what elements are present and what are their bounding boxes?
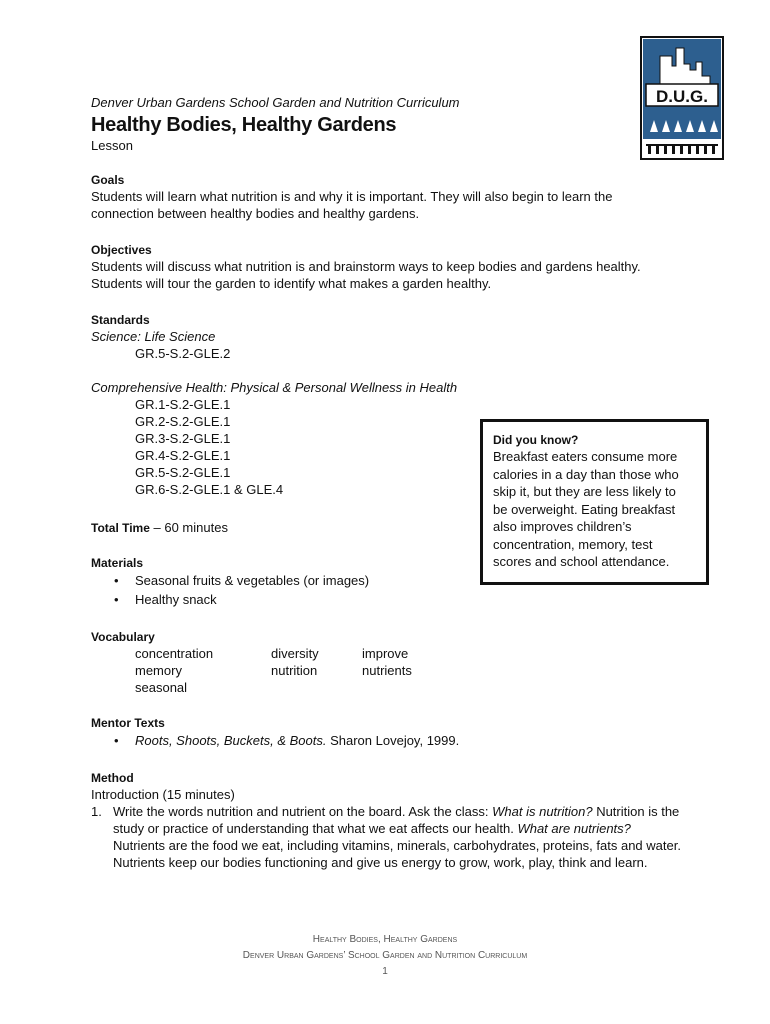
step-question: What is nutrition? bbox=[492, 804, 593, 819]
science-standard-label: Science: Life Science bbox=[91, 329, 216, 344]
vocab-word: improve bbox=[362, 646, 409, 661]
book-title: Roots, Shoots, Buckets, & Boots. bbox=[135, 733, 327, 748]
did-you-know-line: Breakfast eaters consume more bbox=[493, 449, 678, 464]
vocab-word bbox=[362, 679, 462, 696]
page-footer bbox=[0, 932, 770, 980]
health-standard-item: GR.1-S.2-GLE.1 bbox=[135, 397, 231, 412]
method-intro bbox=[91, 786, 683, 803]
did-you-know-line: be overweight. Eating breakfast bbox=[493, 501, 676, 517]
vocabulary-grid bbox=[91, 645, 691, 696]
objectives-line-2: Students will tour the garden to identify what makes a garden healthy. bbox=[91, 276, 492, 291]
science-standard-item: GR.5-S.2-GLE.2 bbox=[135, 346, 231, 361]
standards-heading: Standards bbox=[91, 313, 150, 327]
did-you-know-line: skip it, but they are less likely to bbox=[493, 484, 676, 499]
objectives-section bbox=[91, 242, 691, 292]
goals-heading: Goals bbox=[91, 173, 125, 187]
step-text: Write the words nutrition and nutrient on the board. Ask the class: bbox=[113, 804, 493, 819]
mentor-texts-heading: Mentor Texts bbox=[91, 716, 165, 730]
vocabulary-section bbox=[91, 629, 691, 696]
mentor-texts-list bbox=[91, 731, 691, 750]
goals-line-1: Students will learn what nutrition is and why it is important. They will also begin to learn the bbox=[91, 189, 613, 204]
vocab-word: memory bbox=[135, 663, 182, 678]
dug-logo bbox=[640, 36, 724, 160]
list-item: • Seasonal fruits & vegetables (or images) bbox=[91, 571, 691, 590]
method-heading: Method bbox=[91, 771, 134, 785]
method-section bbox=[91, 770, 683, 871]
intro-time: (15 minutes) bbox=[158, 787, 235, 802]
did-you-know-line: calories in a day than those who bbox=[493, 466, 679, 482]
did-you-know-box bbox=[480, 419, 709, 585]
book-citation: Sharon Lovejoy, 1999. bbox=[326, 733, 460, 748]
health-standard-item: GR.2-S.2-GLE.1 bbox=[135, 414, 231, 429]
mentor-texts-section bbox=[91, 715, 691, 750]
vocab-word: seasonal bbox=[135, 680, 188, 695]
did-you-know-line: concentration, memory, test bbox=[493, 536, 653, 552]
method-steps bbox=[91, 803, 683, 871]
total-time-label: Total Time bbox=[91, 521, 150, 535]
vocabulary-heading: Vocabulary bbox=[91, 630, 155, 644]
vocab-word: concentration bbox=[135, 646, 214, 661]
vocab-word: nutrition bbox=[271, 663, 318, 678]
vocab-word: diversity bbox=[271, 646, 319, 661]
health-standard-item: GR.5-S.2-GLE.1 bbox=[135, 465, 231, 480]
goals-section bbox=[91, 172, 691, 222]
goals-line-2: connection between healthy bodies and healthy gardens. bbox=[91, 206, 420, 221]
materials-heading: Materials bbox=[91, 556, 144, 570]
list-item bbox=[91, 731, 691, 750]
health-standard-label: Comprehensive Health: Physical & Personal Wellness in Health bbox=[91, 380, 458, 395]
step-text: Nutrients are the food we eat, including vitamins, minerals, carbohydrates, proteins, fats and water. Nutrients keep our bodies functioning and give us energy to grow, work, play, think and learn. bbox=[113, 838, 681, 870]
lesson-title: Healthy Bodies, Healthy Gardens bbox=[91, 114, 397, 136]
logo-lettering: D.U.G. bbox=[656, 87, 708, 106]
did-you-know-line: scores and school attendance. bbox=[493, 554, 670, 569]
step-number: 1. bbox=[91, 804, 102, 819]
list-item: • Healthy snack bbox=[91, 590, 691, 609]
health-standard-item: GR.6-S.2-GLE.1 & GLE.4 bbox=[135, 482, 284, 497]
total-time-value: – 60 minutes bbox=[149, 520, 228, 535]
objectives-heading: Objectives bbox=[91, 243, 152, 257]
did-you-know-heading: Did you know? bbox=[493, 433, 579, 447]
did-you-know-line: also improves children’s bbox=[493, 519, 632, 534]
document-type: Lesson bbox=[91, 138, 133, 153]
page-number: 1 bbox=[382, 966, 388, 977]
curriculum-name: Denver Urban Gardens School Garden and Nutrition Curriculum bbox=[91, 95, 460, 110]
footer-title: Healthy Bodies, Healthy Gardens bbox=[312, 934, 458, 945]
vocab-word bbox=[271, 679, 362, 696]
footer-curriculum: Denver Urban Gardens’ School Garden and Nutrition Curriculum bbox=[242, 950, 528, 961]
objectives-line-1: Students will discuss what nutrition is and brainstorm ways to keep bodies and gardens healthy. bbox=[91, 259, 641, 274]
step-text: Nutrition is the study or practice of understanding that what we eat affects our health. bbox=[113, 804, 680, 836]
intro-label: Introduction bbox=[91, 787, 159, 802]
step-question: What are nutrients? bbox=[517, 821, 631, 836]
vocab-word: nutrients bbox=[362, 663, 412, 678]
health-standard-item: GR.4-S.2-GLE.1 bbox=[135, 448, 231, 463]
health-standard-item: GR.3-S.2-GLE.1 bbox=[135, 431, 231, 446]
method-step bbox=[91, 803, 683, 871]
